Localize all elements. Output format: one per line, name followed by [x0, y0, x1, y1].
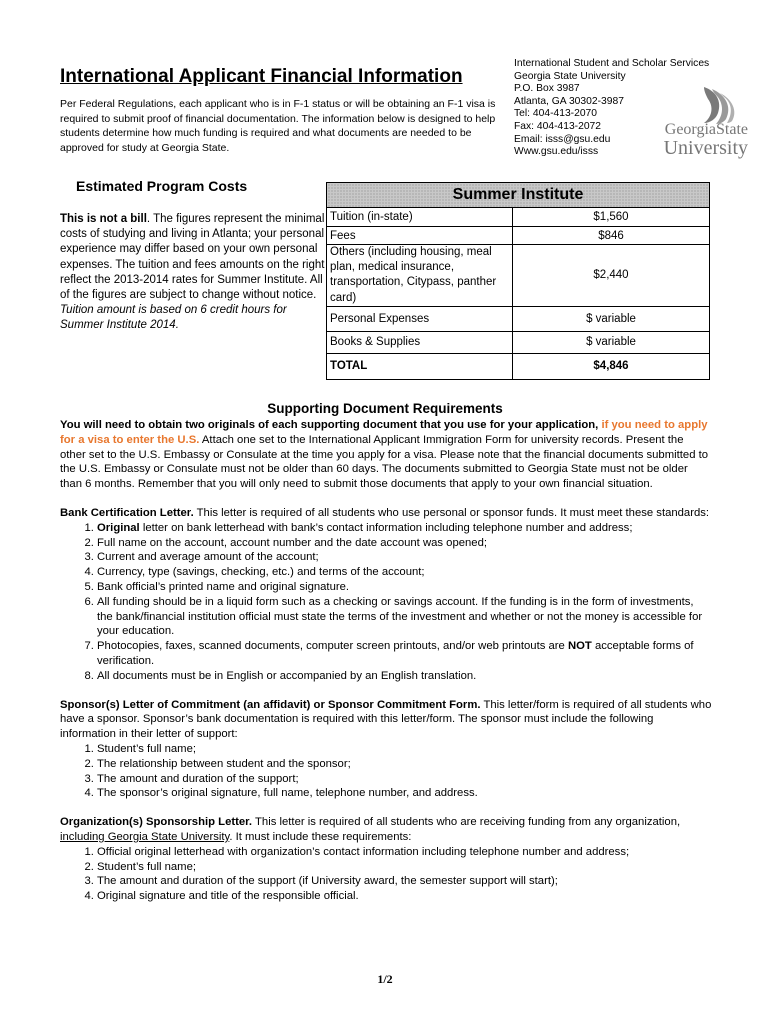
logo-wordmark-bottom: University	[663, 137, 748, 159]
org-letter-paragraph	[60, 815, 712, 845]
requirements-intro-text: Attach one set to the International Applicant Immigration Form for university records. Present the other set to the U.S. Embassy or Consulate at the time you apply for a visa. Please note that the financial documents submitted to the U.S. Embassy or Consulate must not be older than 60 days. The documents submitted to Georgia State must not be older than 6 months. Remember that you will only need to submit those documents that apply to your own financial situation.	[60, 433, 709, 491]
cost-value: $1,560	[513, 208, 710, 227]
table-row	[327, 208, 710, 227]
list-item: 8. All documents must be in English or accompanied by an English translation.	[97, 669, 712, 684]
requirements-body	[60, 418, 712, 904]
list-item: 2. Full name on the account, account number and the date account was opened;	[97, 536, 712, 551]
cost-table-title: Summer Institute	[327, 183, 710, 208]
flame-icon	[644, 85, 748, 125]
contact-web[interactable]: Www.gsu.edu/isss	[514, 146, 599, 158]
costs-note-text: . The figures represent the minimal costs of studying and living in Atlanta; your personal experience may differ based on your own personal expenses. The tuition and fees amounts on the right reflect the 2013-2014 rates for Summer Institute. All of the figures are subject to change without notice.	[60, 213, 325, 302]
list-item: 2. The relationship between student and the sponsor;	[97, 757, 712, 772]
list-item: 3. The amount and duration of the support (if University award, the semester support will start);	[97, 874, 712, 889]
page-number: 1/2	[377, 972, 393, 986]
contact-university: Georgia State University	[514, 70, 626, 82]
cost-label: Books & Supplies	[327, 331, 513, 353]
visa-highlight: if you need to apply for a visa to enter the U.S.	[60, 419, 708, 446]
bank-letter-list	[60, 521, 712, 684]
logo-wordmark-top: GeorgiaState	[664, 121, 748, 138]
cost-label: Tuition (in-state)	[327, 208, 513, 227]
org-letter-heading: Organization(s) Sponsorship Letter.	[60, 816, 253, 829]
table-row-total	[327, 353, 710, 379]
table-row	[327, 331, 710, 353]
cost-label: Personal Expenses	[327, 306, 513, 331]
bank-letter-paragraph	[60, 506, 712, 521]
requirements-intro	[60, 418, 712, 492]
cost-table	[326, 182, 710, 380]
not-a-bill-label: This is not a bill	[60, 213, 147, 225]
table-row	[327, 306, 710, 331]
gsu-underlined: including Georgia State University	[60, 830, 230, 843]
list-item: 2. Student’s full name;	[97, 860, 712, 875]
list-item: 4. Original signature and title of the responsible official.	[97, 889, 712, 904]
list-item	[97, 521, 712, 536]
cost-value: $2,440	[513, 245, 710, 307]
cost-label: Others (including housing, meal plan, medical insurance, transportation, Citypass, panther card)	[327, 245, 513, 307]
contact-office: International Student and Scholar Services	[514, 58, 710, 69]
original-label: Original	[97, 521, 140, 534]
org-letter-text-end: . It must include these requirements:	[229, 830, 412, 843]
org-letter-list	[60, 845, 712, 904]
cost-value: $ variable	[513, 306, 710, 331]
table-row	[327, 245, 710, 307]
requirements-intro-bold: You will need to obtain two originals of each supporting document that you use for your application,	[60, 419, 599, 431]
cost-value: $ variable	[513, 331, 710, 353]
contact-email[interactable]: Email: isss@gsu.edu	[514, 133, 611, 145]
costs-note	[60, 212, 325, 334]
list-item: 3. The amount and duration of the support;	[97, 772, 712, 787]
intro-paragraph: Per Federal Regulations, each applicant who is in F-1 status or will be obtaining an F-1 visa is required to submit proof of financial documentation. The information below is designed to help students determine how much funding is required and what documents are needed to be approved for study at Georgia State.	[60, 98, 496, 154]
list-item: 3. Current and average amount of the account;	[97, 550, 712, 565]
contact-fax: Fax: 404-413-2072	[514, 120, 602, 132]
not-label: NOT	[567, 640, 592, 653]
list-item: 4. The sponsor’s original signature, full name, telephone number, and address.	[97, 786, 712, 801]
cost-value: $846	[513, 227, 710, 245]
gsu-logo	[644, 85, 748, 163]
org-letter-text: This letter is required of all students who are receiving funding from any organization,	[255, 816, 681, 829]
sponsor-letter-paragraph	[60, 698, 712, 742]
requirements-heading: Supporting Document Requirements	[267, 401, 503, 416]
list-item: 6. All funding should be in a liquid form such as a checking or savings account. If the funding is in the form of investments, the bank/financial institution official must state the terms of the investment and whether or not the money is accessible for your education.	[97, 595, 712, 639]
page-title: International Applicant Financial Information	[60, 66, 463, 87]
list-item-text: acceptable forms of verification.	[97, 640, 694, 667]
costs-heading: Estimated Program Costs	[76, 178, 248, 194]
total-label: TOTAL	[327, 353, 513, 379]
contact-po-box: P.O. Box 3987	[514, 83, 580, 95]
contact-city: Atlanta, GA 30302-3987	[514, 95, 624, 107]
sponsor-letter-heading: Sponsor(s) Letter of Commitment (an affidavit) or Sponsor Commitment Form.	[60, 698, 481, 711]
list-item-text: Photocopies, faxes, scanned documents, computer screen printouts, and/or web printouts are	[97, 640, 565, 653]
total-value: $4,846	[513, 353, 710, 379]
sponsor-letter-text: This letter/form is required of all students who have a sponsor. Sponsor’s bank documentation is required with this letter/form. The sponsor must include the following information in their letter of support:	[60, 698, 712, 741]
cost-label: Fees	[327, 227, 513, 245]
list-item: 1. Official original letterhead with organization’s contact information including telephone number and address;	[97, 845, 712, 860]
list-item: 1. Student’s full name;	[97, 742, 712, 757]
bank-letter-heading: Bank Certification Letter.	[60, 506, 194, 519]
bank-letter-text: This letter is required of all students who use personal or sponsor funds. It must meet these standards:	[196, 506, 710, 519]
list-item	[97, 639, 712, 669]
table-row	[327, 227, 710, 245]
list-item: 5. Bank official’s printed name and original signature.	[97, 580, 712, 595]
contact-tel: Tel: 404-413-2070	[514, 108, 598, 120]
sponsor-letter-list	[60, 742, 712, 801]
list-item: 4. Currency, type (savings, checking, etc.) and terms of the account;	[97, 565, 712, 580]
list-item-text: letter on bank letterhead with bank’s contact information including telephone number and address;	[142, 521, 633, 534]
tuition-italic-note: Tuition amount is based on 6 credit hours for Summer Institute 2014.	[60, 304, 287, 332]
